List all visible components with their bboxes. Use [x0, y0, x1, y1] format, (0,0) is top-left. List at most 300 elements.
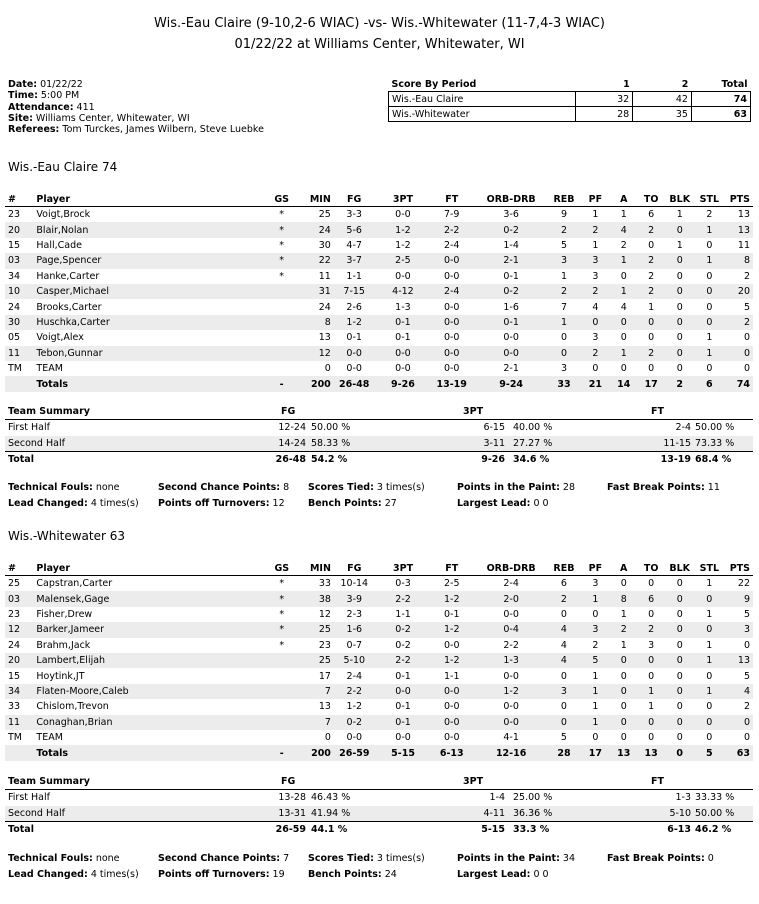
stat-3pt: 0-1	[395, 701, 411, 713]
stat-pf: 3	[581, 622, 610, 637]
stat-stl: 1	[706, 639, 713, 651]
total-pf: 17	[581, 745, 610, 761]
stat-to: 3	[648, 639, 655, 651]
total-player: Totals	[36, 745, 271, 761]
stat-3pt: 0-1	[395, 670, 411, 682]
stat-gs	[272, 346, 292, 361]
stat-player: Tebon,Gunnar	[36, 346, 271, 361]
summary-ft-pct: 50.00 %	[695, 807, 735, 819]
stat-pf: 0	[592, 732, 599, 744]
summary-3pt-pct: 36.36 %	[513, 807, 553, 819]
stat-orb-drb: 1-2	[475, 684, 547, 699]
stat-fg: 0-0	[331, 346, 378, 361]
stat-reb: 5	[560, 239, 567, 251]
stat-stl: 1	[695, 222, 725, 237]
summary-3pt-pct: 40.00 %	[513, 422, 553, 433]
col-header-min: MIN	[292, 192, 331, 207]
box-score-whitewater	[5, 561, 753, 761]
stat-fg: 3-7	[331, 253, 378, 268]
stat-min: 7	[292, 715, 331, 730]
stat-ft: 0-0	[443, 639, 460, 651]
col-header-ft: FT	[428, 192, 475, 207]
stat-player: Barker,Jameer	[36, 622, 271, 637]
stat-fg: 0-1	[346, 332, 362, 344]
stat-min: 17	[318, 670, 331, 682]
game-note	[457, 480, 575, 496]
stat-orb-drb: 3-6	[503, 209, 519, 221]
stat-pf: 0	[581, 315, 610, 330]
sbp-header-total: Total	[691, 78, 750, 92]
stat-pts: 0	[724, 346, 753, 361]
stat-jersey: 24	[8, 639, 21, 651]
stat-3pt: 0-3	[395, 578, 411, 590]
stat-pts: 0	[743, 332, 750, 344]
stat-pts: 9	[724, 591, 753, 606]
total-a: 13	[610, 745, 637, 761]
stat-orb-drb: 0-0	[503, 701, 519, 713]
game-note	[457, 496, 549, 512]
col-header-blk: BLK	[665, 561, 695, 576]
stat-pf: 0	[592, 608, 599, 620]
stat-blk: 0	[676, 363, 683, 375]
team-summary-eau-claire	[5, 406, 753, 467]
stat-pts: 5	[743, 301, 750, 313]
note-value: 27	[384, 498, 397, 509]
stat-fg: 1-2	[331, 315, 378, 330]
stat-pts: 2	[743, 270, 750, 282]
stat-blk: 0	[676, 578, 683, 590]
stat-player: Lambert,Elijah	[36, 653, 271, 668]
stat-reb: 0	[560, 608, 567, 620]
stat-stl: 0	[695, 715, 725, 730]
stat-ft: 0-1	[443, 608, 460, 620]
summary-fg-pct: 54.2 %	[311, 454, 348, 465]
note-value: 3 times(s)	[376, 482, 425, 493]
stat-pts: 2	[724, 315, 753, 330]
summary-ft-made: 6-13	[667, 824, 691, 835]
stat-blk: 0	[665, 622, 695, 637]
player-row	[5, 238, 753, 253]
sbp-team: Wis.-Whitewater	[389, 107, 576, 122]
summary-fg-pct: 41.94 %	[311, 807, 351, 819]
stat-jersey: 11	[5, 715, 36, 730]
stat-stl: 0	[706, 701, 713, 713]
player-row	[5, 361, 753, 376]
stat-pf: 1	[592, 239, 599, 251]
col-header-pf: PF	[581, 561, 610, 576]
summary-period: Second Half	[8, 437, 65, 449]
col-header-reb: REB	[547, 192, 580, 207]
stat-jersey: 11	[5, 346, 36, 361]
stat-min: 33	[318, 578, 331, 590]
stat-to: 0	[648, 578, 655, 590]
col-header-jersey: #	[5, 561, 36, 576]
col-header-stl: STL	[695, 192, 725, 207]
stat-ft: 0-0	[428, 684, 475, 699]
stat-a: 0	[610, 653, 637, 668]
summary-half-row	[5, 790, 753, 806]
total-gs: -	[272, 376, 292, 392]
stat-min: 13	[318, 701, 331, 713]
stat-blk: 0	[665, 653, 695, 668]
summary-total-row	[5, 821, 753, 837]
stat-to: 2	[637, 284, 664, 299]
game-note	[158, 496, 285, 512]
stat-3pt: 1-3	[395, 301, 411, 313]
stat-min: 24	[318, 301, 331, 313]
stat-pts: 0	[743, 639, 750, 651]
stat-orb-drb: 2-0	[475, 591, 547, 606]
col-header-3pt: 3PT	[378, 192, 429, 207]
note-label: Largest Lead:	[457, 498, 531, 509]
stat-player: Brahm,Jack	[36, 639, 91, 651]
stat-pts: 4	[724, 684, 753, 699]
stat-jersey: TM	[8, 363, 22, 375]
game-note	[308, 480, 425, 496]
stat-a: 4	[620, 301, 627, 313]
stat-orb-drb: 1-6	[503, 301, 519, 313]
total-jersey	[5, 745, 36, 761]
sbp-p2: 35	[633, 107, 692, 122]
game-note	[308, 496, 397, 512]
col-header-fg: FG	[331, 192, 378, 207]
stat-stl: 0	[706, 732, 713, 744]
col-header-jersey: #	[5, 192, 36, 207]
total-reb: 28	[547, 745, 580, 761]
player-row	[5, 622, 753, 637]
stat-reb: 4	[547, 653, 580, 668]
stat-3pt: 0-2	[378, 622, 429, 637]
summary-ft-made: 2-4	[675, 422, 691, 433]
summary-header-cell: FG	[281, 406, 296, 417]
stat-stl: 1	[706, 578, 713, 590]
stat-reb: 1	[560, 270, 567, 282]
stat-pf: 0	[592, 363, 599, 375]
stat-pts: 5	[743, 608, 750, 620]
stat-pf: 2	[581, 222, 610, 237]
summary-3pt-pct: 33.3 %	[513, 824, 550, 835]
stat-pts: 2	[743, 701, 750, 713]
stat-pf: 2	[581, 284, 610, 299]
stat-orb-drb: 0-0	[475, 715, 547, 730]
stat-orb-drb: 0-0	[503, 332, 519, 344]
stat-ft: 2-4	[443, 239, 460, 251]
summary-3pt-made: 9-26	[481, 454, 505, 465]
stat-pf: 1	[581, 591, 610, 606]
stat-pf: 4	[592, 301, 599, 313]
stat-stl: 1	[695, 684, 725, 699]
stat-gs	[272, 361, 292, 376]
summary-3pt-pct: 34.6 %	[513, 454, 550, 465]
stat-ft: 0-0	[443, 701, 460, 713]
player-row	[5, 346, 753, 361]
note-label: Second Chance Points:	[158, 853, 281, 864]
summary-half-row	[5, 806, 753, 822]
stat-a: 4	[610, 222, 637, 237]
stat-3pt: 0-2	[395, 639, 411, 651]
totals-row	[5, 376, 753, 392]
summary-3pt-made: 1-4	[489, 792, 505, 803]
stat-gs	[272, 284, 292, 299]
totals-row	[5, 745, 753, 761]
summary-fg-made: 26-48	[275, 454, 306, 465]
player-row	[5, 653, 753, 668]
stat-pts: 11	[737, 239, 750, 251]
total-orb-drb: 9-24	[475, 376, 547, 392]
stat-gs: *	[272, 253, 292, 268]
note-value: 34	[562, 853, 575, 864]
stat-pf: 2	[581, 346, 610, 361]
stat-gs	[272, 315, 292, 330]
summary-half-row	[5, 420, 753, 436]
col-header-ft: FT	[428, 561, 475, 576]
stat-ft: 0-0	[428, 346, 475, 361]
stat-3pt: 0-0	[395, 270, 411, 282]
stat-blk: 0	[665, 346, 695, 361]
stat-blk: 0	[665, 591, 695, 606]
stat-3pt: 2-2	[378, 591, 429, 606]
stat-min: 30	[318, 239, 331, 251]
stat-3pt: 0-0	[395, 363, 411, 375]
summary-ft-made: 11-15	[663, 437, 691, 449]
stat-a: 0	[620, 270, 627, 282]
stat-to: 0	[648, 332, 655, 344]
stat-reb: 0	[547, 715, 580, 730]
stat-player: Hall,Cade	[36, 239, 82, 251]
note-value: 12	[272, 498, 285, 509]
stat-gs	[272, 330, 292, 345]
summary-header	[5, 406, 753, 420]
stat-fg: 5-10	[331, 653, 378, 668]
col-header-gs: GS	[272, 561, 292, 576]
summary-period: First Half	[8, 422, 50, 433]
game-note	[8, 851, 120, 867]
stat-player: Conaghan,Brian	[36, 715, 271, 730]
stat-jersey: 24	[8, 301, 21, 313]
stat-reb: 4	[560, 639, 567, 651]
total-3pt: 5-15	[378, 745, 429, 761]
summary-fg-made: 14-24	[278, 437, 306, 449]
summary-ft-made: 13-19	[660, 454, 691, 465]
stat-pts: 8	[724, 253, 753, 268]
stat-jersey: 23	[8, 209, 21, 221]
game-note	[158, 480, 289, 496]
summary-half-row	[5, 436, 753, 452]
stat-jersey: 20	[5, 222, 36, 237]
stat-stl: 1	[706, 332, 713, 344]
stat-fg: 0-0	[346, 363, 362, 375]
stat-player: Malensek,Gage	[36, 591, 271, 606]
total-blk: 0	[665, 745, 695, 761]
stat-ft: 0-0	[428, 253, 475, 268]
stat-orb-drb: 0-2	[475, 284, 547, 299]
attendance-value: 411	[76, 101, 95, 113]
stat-blk: 0	[676, 270, 683, 282]
sbp-total: 63	[691, 107, 750, 122]
stat-reb: 0	[560, 332, 567, 344]
note-label: Technical Fouls:	[8, 482, 93, 493]
game-note	[308, 867, 397, 883]
stat-min: 22	[292, 253, 331, 268]
player-row	[5, 330, 753, 345]
stat-stl: 0	[706, 239, 713, 251]
stat-ft: 0-0	[443, 301, 460, 313]
stat-gs: *	[272, 222, 292, 237]
date-line: Date: 01/22/22	[8, 79, 83, 90]
stat-reb: 4	[547, 622, 580, 637]
player-row	[5, 638, 753, 653]
stat-blk: 0	[676, 701, 683, 713]
stat-3pt: 2-2	[378, 653, 429, 668]
stat-blk: 0	[676, 608, 683, 620]
stat-gs	[272, 668, 292, 683]
player-row	[5, 269, 753, 284]
stat-orb-drb: 2-2	[503, 639, 519, 651]
player-row	[5, 607, 753, 622]
summary-ft-made: 5-10	[669, 807, 691, 819]
stat-player: TEAM	[36, 363, 63, 375]
col-header-stl: STL	[695, 561, 725, 576]
stat-reb: 0	[560, 670, 567, 682]
stat-ft: 1-1	[443, 670, 460, 682]
stat-to: 0	[637, 715, 664, 730]
col-header-player: Player	[36, 561, 271, 576]
total-gs: -	[272, 745, 292, 761]
summary-fg-pct: 44.1 %	[311, 824, 348, 835]
stat-jersey: 12	[5, 622, 36, 637]
summary-fg-made: 13-31	[278, 807, 306, 819]
stat-to: 0	[648, 732, 655, 744]
stat-fg: 0-2	[331, 715, 378, 730]
summary-ft-pct: 68.4 %	[695, 454, 732, 465]
note-value: 3 times(s)	[376, 853, 425, 864]
stat-fg: 3-9	[331, 591, 378, 606]
stat-player: Capstran,Carter	[36, 578, 113, 590]
stat-to: 0	[637, 653, 664, 668]
stat-3pt: 0-1	[378, 715, 429, 730]
total-stl: 5	[695, 745, 725, 761]
game-title: Wis.-Eau Claire (9-10,2-6 WIAC) -vs- Wis.-Whitewater (11-7,4-3 WIAC)	[154, 16, 605, 31]
note-value: 4 times(s)	[90, 869, 139, 880]
stat-a: 0	[620, 332, 627, 344]
stat-ft: 2-4	[428, 284, 475, 299]
stat-to: 0	[648, 670, 655, 682]
stat-blk: 1	[676, 209, 683, 221]
game-note	[8, 480, 120, 496]
stat-stl: 2	[706, 209, 713, 221]
player-row	[5, 222, 753, 237]
stat-pts: 0	[743, 363, 750, 375]
sbp-p1: 32	[576, 92, 633, 107]
col-header-orb-drb: ORB-DRB	[475, 561, 547, 576]
stat-a: 0	[610, 315, 637, 330]
stat-pts: 0	[743, 732, 750, 744]
stat-orb-drb: 0-1	[503, 270, 519, 282]
col-header-player: Player	[36, 192, 271, 207]
col-header-pts: PTS	[724, 192, 753, 207]
col-header-min: MIN	[292, 561, 331, 576]
summary-header-cell: FG	[281, 776, 296, 787]
col-header-pf: PF	[581, 192, 610, 207]
total-player: Totals	[36, 376, 271, 392]
stat-reb: 0	[560, 701, 567, 713]
stat-3pt: 4-12	[378, 284, 429, 299]
stat-3pt: 0-0	[378, 684, 429, 699]
game-note	[308, 851, 425, 867]
stat-to: 0	[648, 363, 655, 375]
stat-3pt: 1-2	[378, 222, 429, 237]
stat-min: 23	[318, 639, 331, 651]
summary-header-cell: 3PT	[463, 406, 484, 417]
summary-ft-pct: 50.00 %	[695, 422, 735, 433]
stat-player: Voigt,Brock	[36, 209, 91, 221]
stat-a: 0	[620, 732, 627, 744]
stat-jersey: 03	[5, 591, 36, 606]
stat-3pt: 0-0	[378, 346, 429, 361]
stat-reb: 0	[547, 346, 580, 361]
stat-reb: 3	[547, 253, 580, 268]
total-ft: 13-19	[428, 376, 475, 392]
stat-pts: 0	[724, 715, 753, 730]
total-min: 200	[292, 376, 331, 392]
stat-jersey: 20	[5, 653, 36, 668]
stat-blk: 0	[665, 684, 695, 699]
stat-blk: 0	[676, 732, 683, 744]
stat-orb-drb: 1-4	[503, 239, 519, 251]
stat-reb: 2	[547, 591, 580, 606]
player-row	[5, 207, 753, 223]
stat-player: TEAM	[36, 732, 63, 744]
summary-period: First Half	[8, 792, 50, 803]
summary-header-cell: FT	[651, 776, 664, 787]
stat-min: 13	[318, 332, 331, 344]
stat-orb-drb: 0-0	[503, 608, 519, 620]
stat-a: 0	[620, 670, 627, 682]
stat-a: 2	[620, 239, 627, 251]
stat-player: Huschka,Carter	[36, 315, 271, 330]
stat-player: Hoytink,JT	[36, 670, 85, 682]
sbp-p1: 28	[576, 107, 633, 122]
stat-fg: 5-6	[331, 222, 378, 237]
game-note	[457, 851, 575, 867]
stat-fg: 0-7	[346, 639, 363, 651]
col-header-to: TO	[637, 561, 664, 576]
stat-min: 12	[318, 608, 331, 620]
stat-pf: 1	[581, 684, 610, 699]
player-row	[5, 299, 753, 314]
note-label: Bench Points:	[308, 869, 382, 880]
stat-a: 2	[610, 622, 637, 637]
stat-blk: 0	[665, 253, 695, 268]
total-blk: 2	[665, 376, 695, 392]
stat-ft: 0-0	[443, 732, 460, 744]
summary-period: Total	[8, 824, 34, 835]
summary-ft-made: 1-3	[675, 792, 691, 803]
note-value: 24	[384, 869, 397, 880]
stat-blk: 0	[665, 284, 695, 299]
stat-stl: 1	[695, 653, 725, 668]
box-score-eau-claire	[5, 192, 753, 392]
stat-pts: 13	[737, 209, 750, 221]
stat-stl: 1	[695, 253, 725, 268]
stat-fg: 4-7	[346, 239, 362, 251]
stat-min: 31	[292, 284, 331, 299]
player-row	[5, 576, 753, 592]
note-label: Fast Break Points:	[607, 853, 705, 864]
stat-stl: 0	[695, 591, 725, 606]
stat-3pt: 1-2	[395, 239, 411, 251]
stat-blk: 0	[676, 332, 683, 344]
